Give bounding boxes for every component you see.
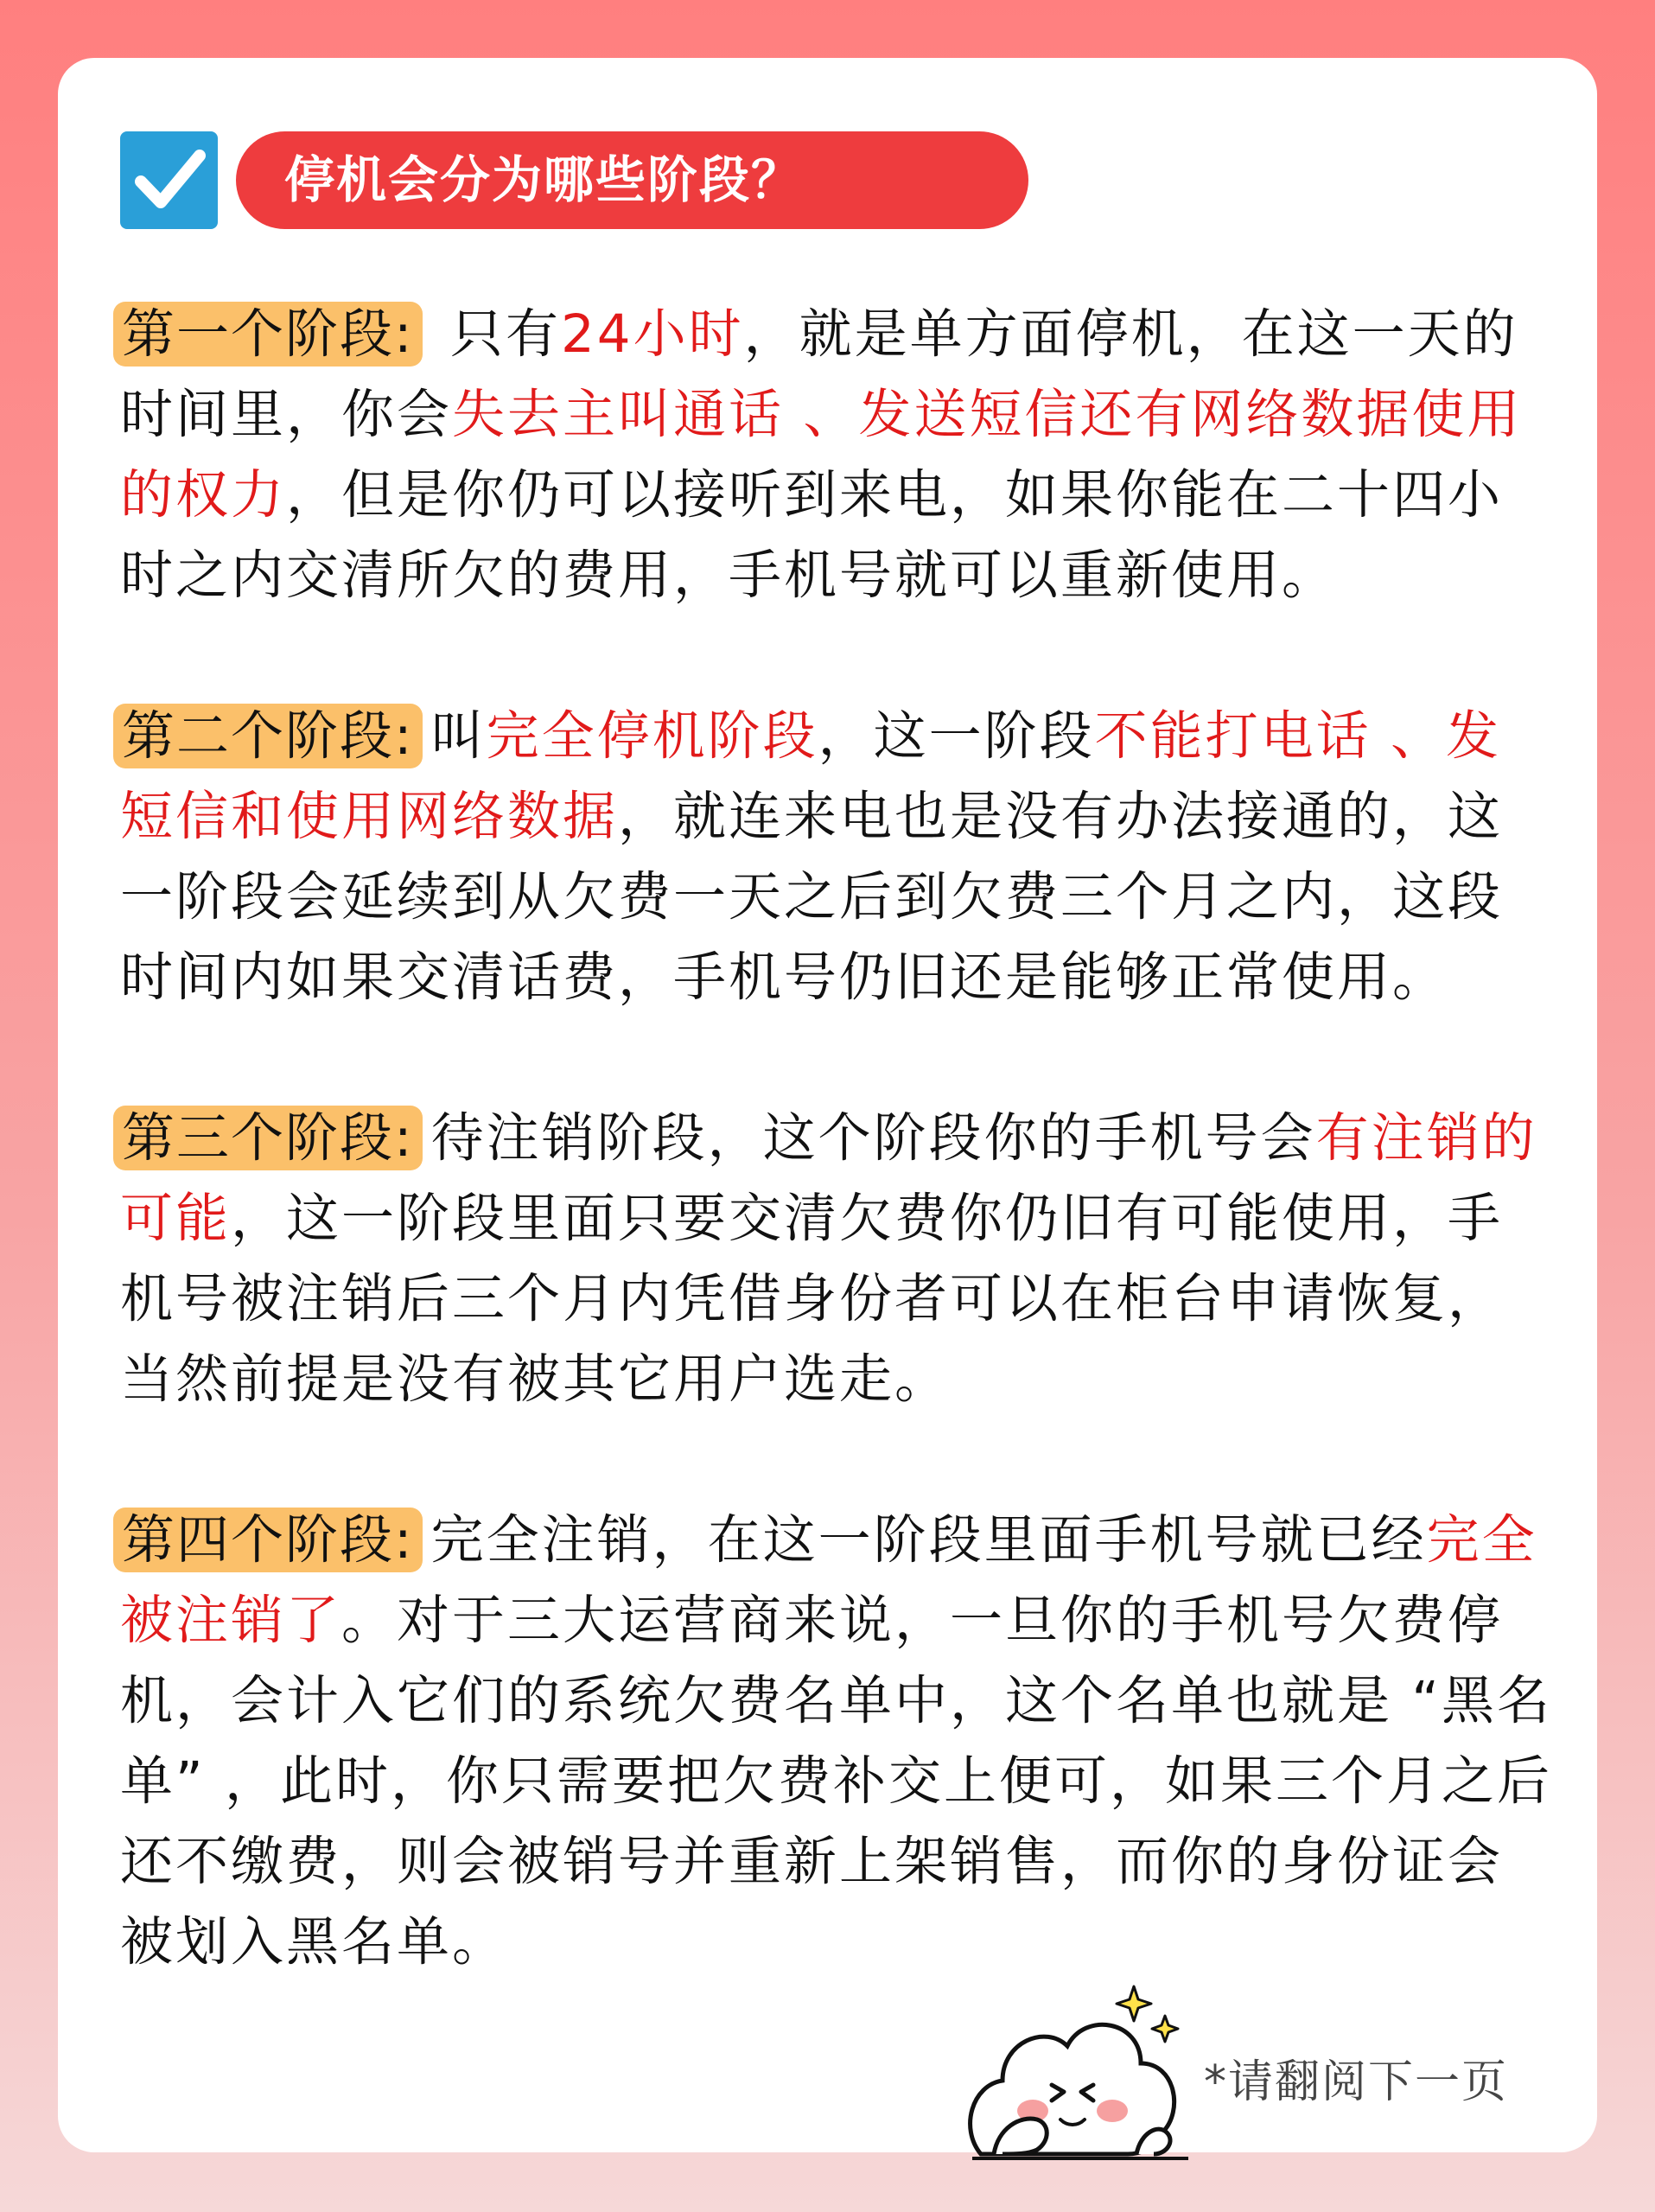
body-text: 只有 <box>430 303 561 365</box>
section-stage-1 <box>120 294 1555 615</box>
section-stage-4 <box>120 1500 1555 1982</box>
body-text: ，就是单方面停机，在这一天的时间里，你会 <box>120 303 1518 445</box>
body-text: 。对于三大运营商来说，一旦你的手机号欠费停机，会计入它们的系统欠费名单中，这个名单也就是 “黑名单” ，此时，你只需要把欠费补交上便可，如果三个月之后还不缴费，则会被销号并重新上架销售，而你的身份证会被划入黑名单。 <box>120 1590 1552 1973</box>
body-text: ，就连来电也是没有办法接通的，这一阶段会延续到从欠费一天之后到欠费三个月之内，这段时间内如果交清话费，手机号仍旧还是能够正常使用。 <box>120 786 1504 1008</box>
highlight-text: 有注销的可能 <box>120 1107 1537 1249</box>
highlight-text: 不能打电话 、发短信和使用网络数据 <box>120 705 1502 847</box>
body-text: ，这一阶段 <box>818 705 1095 767</box>
checkmark-icon <box>120 131 218 229</box>
stage-label: 第二个阶段: <box>113 704 423 768</box>
stage-label: 第四个阶段: <box>113 1508 423 1572</box>
stage-label: 第三个阶段: <box>113 1106 423 1170</box>
body-text: 完全注销，在这一阶段里面手机号就已经 <box>430 1509 1427 1571</box>
body-text: ，这一阶段里面只要交清欠费你仍旧有可能使用，手机号被注销后三个月内凭借身份者可以在柜台申请恢复，当然前提是没有被其它用户选走。 <box>120 1188 1504 1410</box>
page-title: 停机会分为哪些阶段？ <box>236 131 1028 229</box>
body-text: ，但是你仍可以接听到来电，如果你能在二十四小时之内交清所欠的费用，手机号就可以重新使用。 <box>120 464 1504 606</box>
body-text: 待注销阶段，这个阶段你的手机号会 <box>430 1107 1316 1169</box>
section-stage-3 <box>120 1098 1555 1419</box>
stage-label: 第一个阶段: <box>113 302 423 367</box>
highlight-text: 完全被注销了 <box>120 1509 1537 1651</box>
section-stage-2 <box>120 696 1555 1017</box>
highlight-text: 24小时 <box>560 303 744 365</box>
sparkle-icon <box>1115 1985 1184 2057</box>
body-text: 叫 <box>430 705 487 767</box>
highlight-text: 完全停机阶段 <box>486 705 818 767</box>
highlight-text: 失去主叫通话 、发送短信还有网络数据使用的权力 <box>120 384 1523 526</box>
next-page-hint: *请翻阅下一页 <box>1204 2056 1509 2108</box>
